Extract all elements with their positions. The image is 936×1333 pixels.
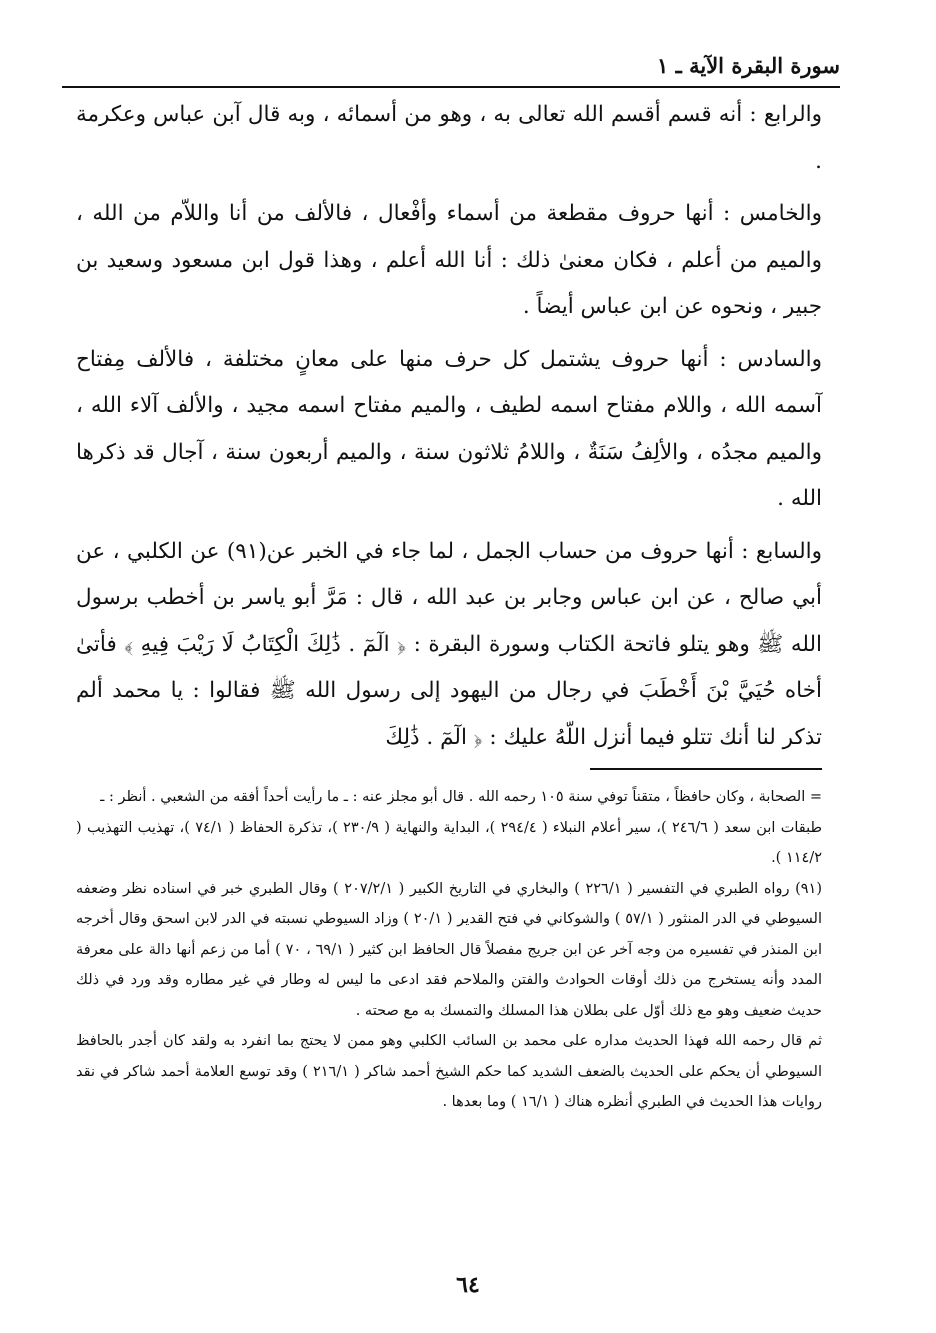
paragraph-seventh: والسابع : أنها حروف من حساب الجمل ، لما جاء في الخبر عن(٩١) عن الكلبي ، عن أبي صالح ، عن ابن عباس وجابر بن عبد الله ، قال : مَرَّ أبو ياسر بن أخطب برسول الله ﷺ وهو يتلو فاتحة الكتاب وسورة البقرة : ﴿ الٓمٓ . ذَٰلِكَ الْكِتَابُ لَا رَيْبَ فِيهِ ﴾ فأتىٰ أخاه حُيَيَّ بْنَ أَخْطَبَ في رجال من اليهود إلى رسول الله ﷺ فقالوا : يا محمد ألم تذكر لنا أنك تتلو فيما أنزل اللّهُ عليك : ﴿ الٓمٓ . ذَٰلِكَ — [76, 538, 822, 750]
footnote-continuation: = الصحابة ، وكان حافظاً ، متقناً توفي سنة ١٠٥ رحمه الله . قال أبو مجلز عنه : ـ ما رأيت أحداً أفقه من الشعبي . أنظر : ـ — [100, 789, 822, 805]
footnote-91: (٩١) رواه الطبري في التفسير ( ٢٢٦/١ ) والبخاري في التاريخ الكبير ( ٢٠٧/٢/١ ) وقال الطبري خبر في اسناده نظر وضعفه السيوطي في الدر المنثور ( ٥٧/١ ) والشوكاني في فتح القدير ( ٢٠/١ ) وزاد السيوطي نسبته في الدر لابن اسحق وقال أخرجه ابن المنذر في تفسيره من وجه آخر عن ابن جريج مفصلاً قال الحافظ ابن كثير ( ٦٩/١ ، ٧٠ ) أما من زعم أنها دالة على معرفة المدد وأنه يستخرج من ذلك أوقات الحوادث والفتن والملاحم فقد ادعى ما ليس له وطار في غير مطاره وقد ورد في ذلك حديث ضعيف وهو مع ذلك أوّل على بطلان هذا المسلك والتمسك به مع صحته . — [76, 880, 822, 1019]
running-header — [62, 48, 840, 88]
footnote-divider — [590, 768, 822, 770]
paragraph-fifth: والخامس : أنها حروف مقطعة من أسماء وأفْعال ، فالألف من أنا واللاّم من الله ، والميم من أعلم ، فكان معنىٰ ذلك : أنا الله أعلم ، وهذا قول ابن مسعود وسعيد بن جبير ، ونحوه عن ابن عباس أيضاً . — [76, 201, 822, 319]
footnote-references: طبقات ابن سعد ( ٢٤٦/٦ )، سير أعلام النبلاء ( ٢٩٤/٤ )، البداية والنهاية ( ٢٣٠/٩ )، تذكرة الحفاظ ( ٧٤/١ )، تهذيب التهذيب ( ١١٤/٢ ). — [76, 819, 823, 866]
paragraph-fourth: والرابع : أنه قسم أقسم الله تعالى به ، وهو من أسمائه ، وبه قال آبن عباس وعكرمة . — [76, 102, 822, 174]
footnotes — [76, 782, 822, 1118]
header-title: سورة البقرة الآية ـ ١ — [657, 53, 840, 78]
paragraph-sixth: والسادس : أنها حروف يشتمل كل حرف منها على معانٍ مختلفة ، فالألف مِفتاح آسمه الله ، واللام مفتاح اسمه لطيف ، والميم مفتاح اسمه مجيد ، والألف آلاء الله ، والميم مجدُه ، والألِفُ سَنَةٌ ، واللامُ ثلاثون سنة ، والميم أربعون سنة ، آجال قد ذكرها الله . — [76, 346, 822, 511]
main-text — [76, 92, 822, 767]
footnote-91-continuation: ثم قال رحمه الله فهذا الحديث مداره على محمد بن السائب الكلبي وهو ممن لا يحتج بما انفرد به ولقد كان أجدر بالحافظ السيوطي أن يحكم على الحديث بالضعف الشديد كما حكم الشيخ أحمد شاكر ( ٢١٦/١ ) وقد توسع العلامة أحمد شاكر في نقد روايات هذا الحديث في الطبري أنظره هناك ( ١٦/١ ) وما بعدها . — [76, 1033, 822, 1110]
page-number: ٦٤ — [456, 1272, 480, 1298]
